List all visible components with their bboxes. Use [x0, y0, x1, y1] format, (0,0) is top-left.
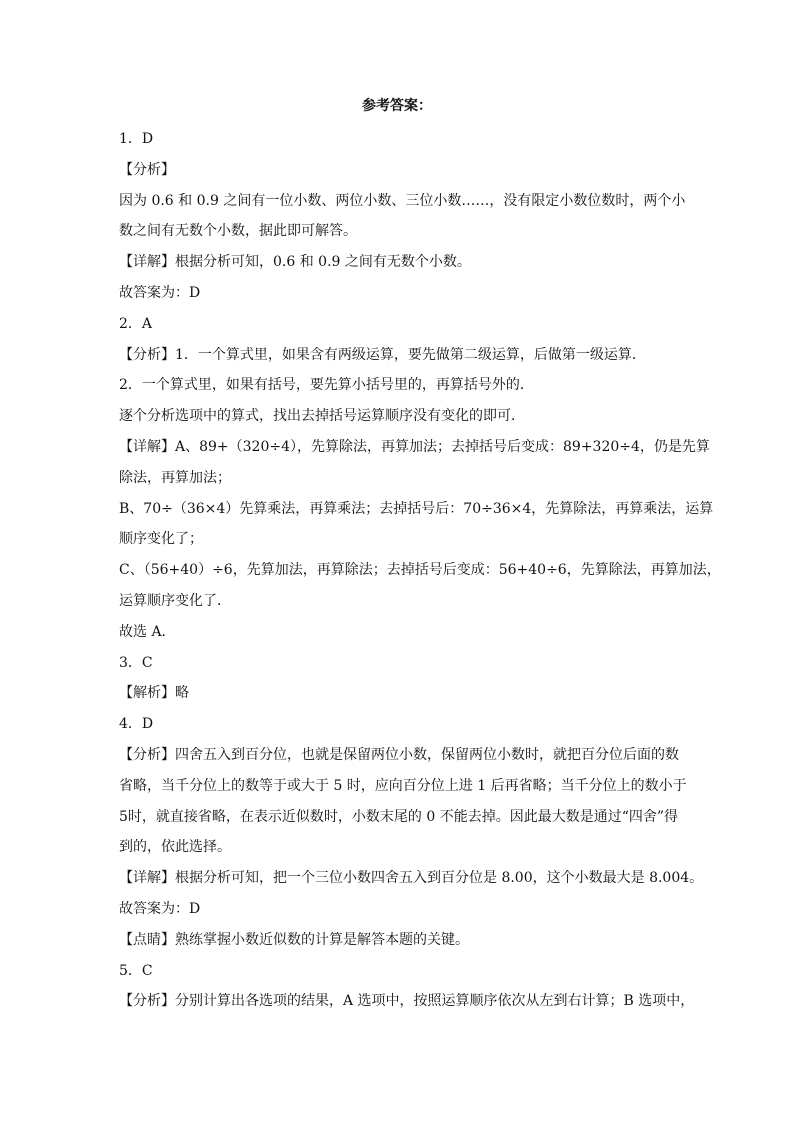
answer-content: [119, 124, 721, 1017]
page-title: 参考答案：: [362, 98, 432, 114]
answer-4-detail: 【详解】根据分析可知，把一个三位小数四舍五入到百分位是 8.00，这个小数最大是 8.004。: [119, 870, 704, 887]
answer-2-detail: B、70÷（36×4）先算乘法，再算乘法；去掉括号后：70÷36×4，先算除法，再算乘法，运算: [119, 500, 714, 517]
answer-1-final: 故答案为：D: [119, 284, 201, 301]
answer-5-analysis: 【分析】分别计算出各选项的结果，A 选项中，按照运算顺序依次从左到右计算；B 选项中，: [119, 993, 695, 1010]
answer-1-choice: 1．D: [119, 131, 154, 147]
answer-2-choice: 2．A: [119, 315, 153, 332]
answer-2-analysis: 逐个分析选项中的算式，找出去掉括号运算顺序没有变化的即可．: [119, 408, 525, 425]
answer-2-analysis: 【分析】1．一个算式里，如果含有两级运算，要先做第二级运算，后做第一级运算．: [119, 346, 646, 363]
answer-4-analysis: 省略，当千分位上的数等于或大于 5 时，应向百分位上进 1 后再省略；当千分位上的数小于: [119, 777, 687, 794]
answer-1-analysis-text: 因为 0.6 和 0.9 之间有一位小数、两位小数、三位小数……，没有限定小数位数时，两个小: [119, 192, 686, 209]
answer-4-final: 故答案为：D: [119, 900, 201, 917]
answer-4-choice: 4．D: [119, 716, 154, 733]
answer-4-analysis: 5时，就直接省略，在表示近似数时，小数末尾的 0 不能去掉。因此最大数是通过“四舍”得: [119, 808, 679, 825]
answer-2-detail: C、（56+40）÷6，先算加法，再算除法；去掉括号后变成：56+40÷6，先算除法，再算加法，: [119, 562, 721, 579]
answer-1-analysis-text: 数之间有无数个小数，据此即可解答。: [119, 223, 357, 240]
answer-3-choice: 3．C: [119, 654, 153, 671]
answer-2-analysis: 2．一个算式里，如果有括号，要先算小括号里的，再算括号外的．: [119, 377, 534, 394]
answer-2-detail: 【详解】A、89+（320÷4），先算除法，再算加法；去掉括号后变成：89+320÷4，仍是先算: [119, 438, 710, 455]
answer-2-detail: 运算顺序变化了．: [119, 592, 231, 609]
answer-1-detail: 【详解】根据分析可知，0.6 和 0.9 之间有无数个小数。: [119, 254, 471, 271]
answer-4-analysis: 到的，依此选择。: [119, 839, 231, 856]
answer-3-explanation: 【解析】略: [119, 685, 189, 702]
answer-2-detail: 除法，再算加法；: [119, 469, 231, 486]
answer-4-key-point: 【点睛】熟练掌握小数近似数的计算是解答本题的关键。: [119, 931, 469, 948]
answer-2-final: 故选 A．: [119, 623, 176, 640]
answer-5-choice: 5．C: [119, 962, 153, 979]
answer-2-detail: 顺序变化了；: [119, 531, 203, 548]
answer-1-analysis-label: 【分析】: [119, 161, 175, 178]
answer-4-analysis: 【分析】四舍五入到百分位，也就是保留两位小数，保留两位小数时，就把百分位后面的数: [119, 746, 679, 763]
